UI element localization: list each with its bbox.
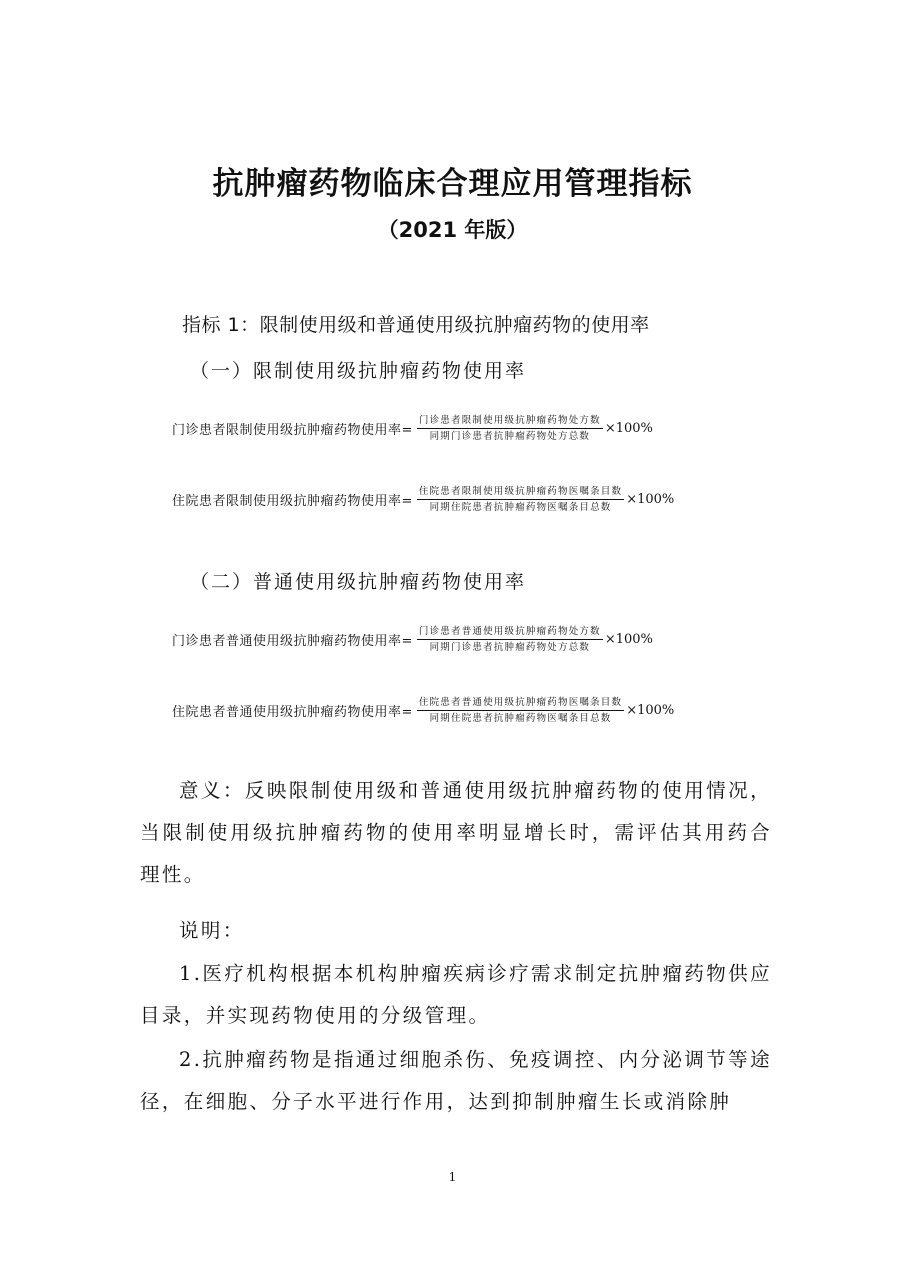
fraction-numerator: 门诊患者普通使用级抗肿瘤药物处方数 <box>418 626 601 637</box>
note-2-paragraph: 2.抗肿瘤药物是指通过细胞杀伤、免疫调控、内分泌调节等途径，在细胞、分子水平进行作用，达到抑制肿瘤生长或消除肿 <box>140 1048 772 1113</box>
notes-label: 说明： <box>179 919 245 942</box>
formula-multiplier: ×100% <box>604 632 653 647</box>
document-title: 抗肿瘤药物临床合理应用管理指标 <box>212 166 693 202</box>
formula-lhs: 住院患者普通使用级抗肿瘤药物使用率= <box>172 705 413 720</box>
formula-multiplier: ×100% <box>604 421 653 436</box>
formula-outpatient-normal <box>172 625 653 654</box>
formula-multiplier: ×100% <box>626 703 675 718</box>
fraction-denominator: 同期门诊患者抗肿瘤药物处方总数 <box>429 642 591 653</box>
fraction-bar <box>417 428 603 429</box>
formula-outpatient-restricted <box>172 414 653 443</box>
section-1-heading: （一）限制使用级抗肿瘤药物使用率 <box>190 360 527 382</box>
fraction-bar <box>417 499 624 500</box>
fraction-denominator: 同期住院患者抗肿瘤药物医嘱条目总数 <box>429 502 612 513</box>
fraction <box>417 696 624 725</box>
formula-inpatient-normal <box>172 696 674 725</box>
document-subtitle: （2021 年版） <box>377 218 528 242</box>
formula-lhs: 住院患者限制使用级抗肿瘤药物使用率= <box>172 494 413 509</box>
formula-lhs: 门诊患者普通使用级抗肿瘤药物使用率= <box>172 634 413 649</box>
fraction <box>417 485 624 514</box>
fraction-numerator: 住院患者限制使用级抗肿瘤药物医嘱条目数 <box>418 486 623 497</box>
formula-inpatient-restricted <box>172 485 674 514</box>
significance-paragraph: 意义：反映限制使用级和普通使用级抗肿瘤药物的使用情况，当限制使用级抗肿瘤药物的使用率明显增长时，需评估其用药合理性。 <box>140 779 772 886</box>
indicator-1-heading: 指标 1：限制使用级和普通使用级抗肿瘤药物的使用率 <box>182 314 650 336</box>
section-2-heading: （二）普通使用级抗肿瘤药物使用率 <box>190 571 527 593</box>
fraction-denominator: 同期门诊患者抗肿瘤药物处方总数 <box>429 431 591 442</box>
note-1-paragraph: 1.医疗机构根据本机构肿瘤疾病诊疗需求制定抗肿瘤药物供应目录，并实现药物使用的分级管理。 <box>140 962 772 1027</box>
fraction-bar <box>417 639 603 640</box>
fraction-bar <box>417 710 624 711</box>
fraction-numerator: 门诊患者限制使用级抗肿瘤药物处方数 <box>418 415 601 426</box>
formula-multiplier: ×100% <box>626 492 675 507</box>
formula-lhs: 门诊患者限制使用级抗肿瘤药物使用率= <box>172 423 413 438</box>
fraction <box>417 414 603 443</box>
fraction-numerator: 住院患者普通使用级抗肿瘤药物医嘱条目数 <box>418 697 623 708</box>
page-number: 1 <box>448 1170 457 1184</box>
fraction <box>417 625 603 654</box>
fraction-denominator: 同期住院患者抗肿瘤药物医嘱条目总数 <box>429 713 612 724</box>
